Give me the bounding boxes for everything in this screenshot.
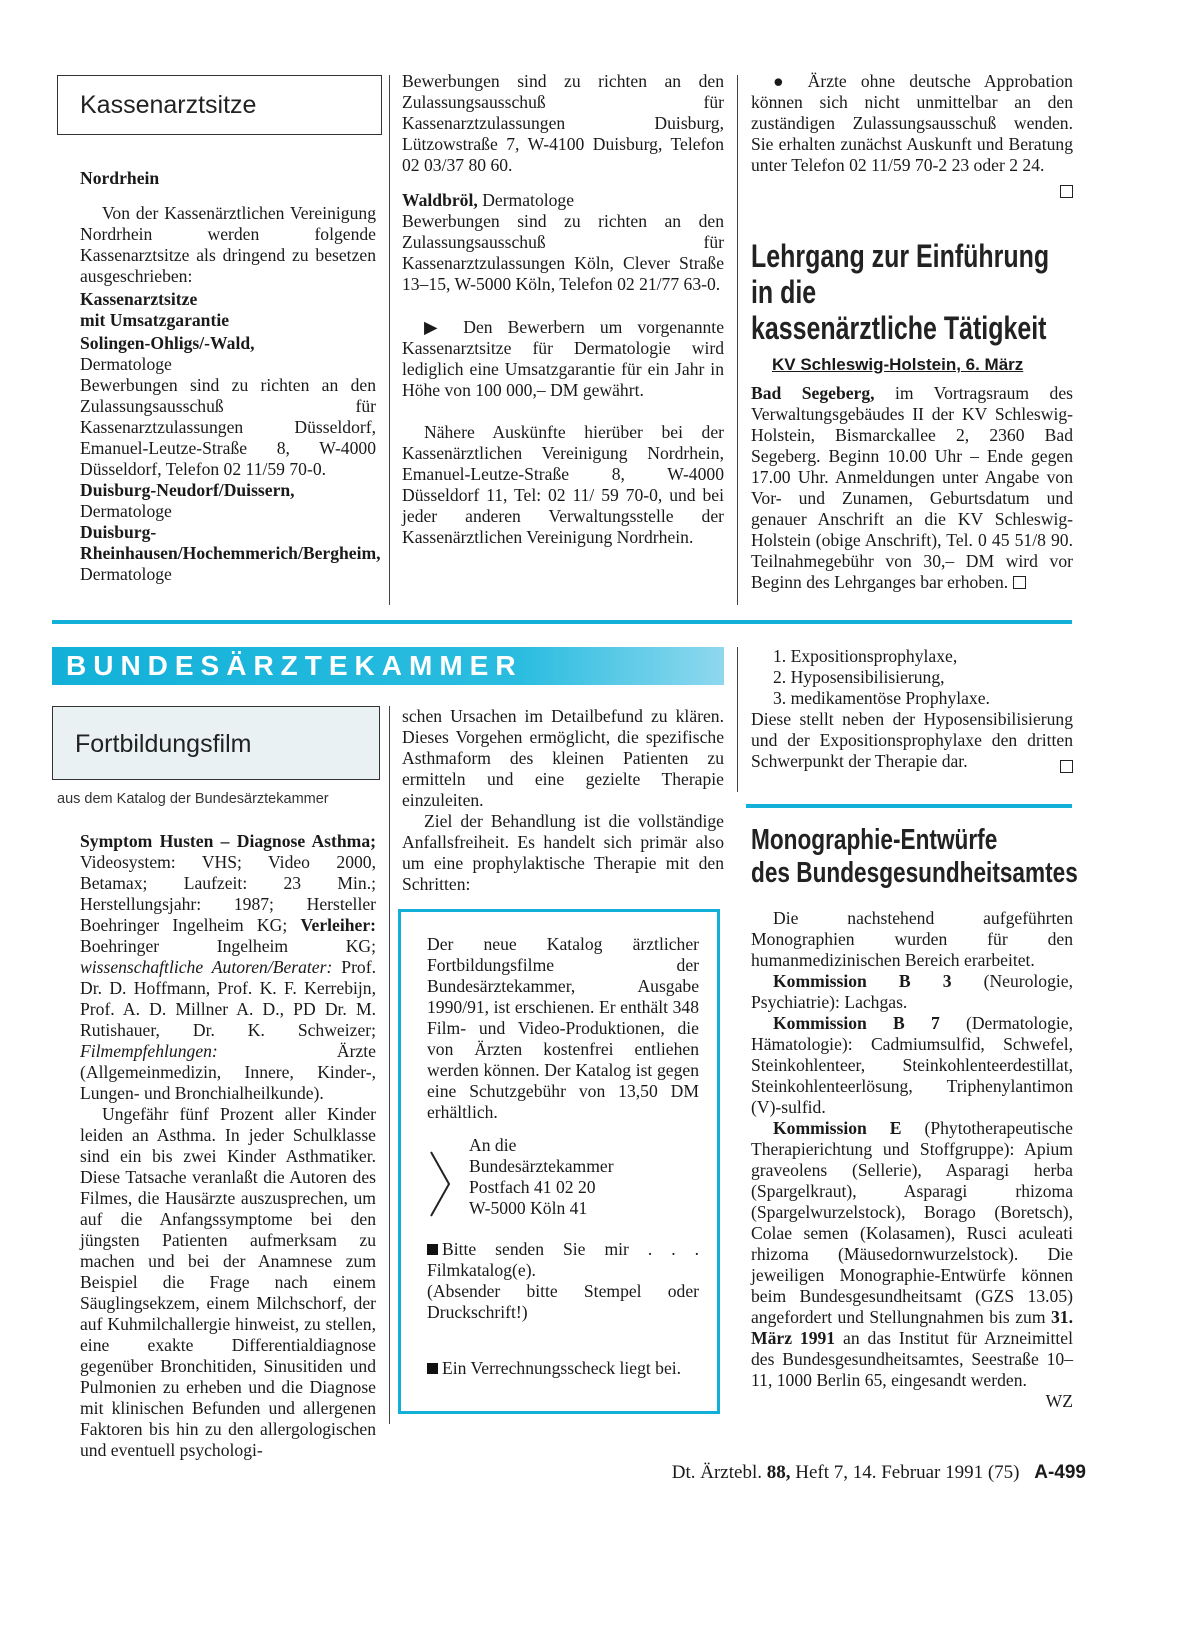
film-column-2 <box>402 706 724 895</box>
end-mark-icon <box>1060 185 1073 198</box>
film-paragraph-3: schen Ursachen im Detailbefund zu klären. Dieses Vorgehen ermöglicht, die spezifische Asthmaform des kleinen Patienten zu ermitteln und eine gezielte Therapie einzuleiten. <box>402 706 724 810</box>
address-line-2: Bundesärztekammer <box>469 1156 614 1176</box>
fortbildungsfilm-title: Fortbildungsfilm <box>75 730 252 758</box>
subheading-1: Kassenarztsitze <box>80 289 198 309</box>
entry-1-place: Solingen-Ohligs/-Wald, <box>80 333 255 353</box>
mono-title <box>751 824 1078 890</box>
entry-1-specialty: Dermatologe <box>80 354 172 374</box>
commission-e-end: an das Institut für Arzneimittel des Bundesgesundheitsamtes, Seestraße 10–11, 1000 Berlin 65, eingesandt werden. <box>751 1328 1073 1390</box>
film-details-c: Prof. Dr. D. Hoffmann, Prof. K. F. Kerrebijn, Prof. A. D. Millner A. D., PD Dr. M. Rutishauer, Dr. K. Schweizer; <box>80 957 376 1040</box>
lehrgang-text: im Vortragsraum des Verwaltungsgebäudes II der KV Schleswig-Holstein, Bismarckallee 2, 2360 Bad Segeberg. Beginn 10.00 Uhr – Ende gegen 17.00 Uhr. Anmeldungen unter Angabe von Vor- und Zunamen, Geburtsdatum und genauer Anschrift an die KV Schleswig-Holstein (obige Anschrift), Tel. 0 45 51/8 90. Teilnahmegebühr von 30,– DM wird vor Beginn des Lehrganges bar erhoben. <box>751 383 1073 592</box>
film-advisors-label: wissenschaftliche Autoren/Berater: <box>80 957 333 977</box>
kassen-intro: Von der Kassenärztlichen Vereinigung Nordrhein werden folgende Kassenarztsitze als dringend zu besetzen ausgeschrieben: <box>80 203 376 286</box>
bundesaerztekammer-banner <box>52 647 724 685</box>
entry-4-text: Bewerbungen sind zu richten an den Zulassungsausschuß für Kassenarztzulassungen Köln, Clever Straße 13–15, W-5000 Köln, Telefon 02 21/77 63-0. <box>402 211 724 294</box>
entry-1-text: Bewerbungen sind zu richten an den Zulassungsausschuß für Kassenarztzulassungen Düsseldorf, Emanuel-Leutze-Straße 8, W-4000 Düsseldorf, Telefon 02 11/59 70-0. <box>80 375 376 479</box>
film-paragraph-4: Ziel der Behandlung ist die vollständige Anfallsfreiheit. Es handelt sich primär also um eine prophylaktische Therapie mit den Schritten: <box>402 811 724 894</box>
checkbox-icon <box>427 1363 438 1374</box>
film-source: aus dem Katalog der Bundesärztekammer <box>57 791 329 807</box>
lehrgang-title-line-3: kassenärztliche Tätigkeit <box>751 310 1047 346</box>
entry-2-specialty: Dermatologe <box>80 501 172 521</box>
lehrgang-subtitle: KV Schleswig-Holstein, 6. März <box>772 355 1024 374</box>
end-mark-icon <box>1013 576 1026 589</box>
film-column-1 <box>80 831 376 1461</box>
bullet-icon: ● <box>773 71 794 91</box>
catalog-address <box>469 1135 709 1219</box>
end-mark-icon <box>1060 760 1073 773</box>
mono-intro: Die nachstehend aufgeführten Monographien wurden für den humanmedizinischen Bereich erarbeitet. <box>751 908 1073 970</box>
fortbildungsfilm-title-box <box>52 706 380 780</box>
checkbox-icon <box>427 1244 438 1255</box>
journal-volume: 88, <box>766 1462 791 1483</box>
entry-3-specialty: Dermatologe <box>80 564 172 584</box>
guarantee-text: Den Bewerbern um vorgenannte Kassenarztsitze für Dermatologie wird lediglich eine Umsatzgarantie für ein Jahr in Höhe von 100 000,– DM gewährt. <box>402 317 725 400</box>
order-text: Bitte senden Sie mir . . . Filmkatalog(e). <box>427 1239 699 1280</box>
mono-column <box>751 908 1073 1412</box>
column-divider <box>389 706 390 1424</box>
cheque-text: Ein Verrechnungsscheck liegt bei. <box>442 1358 682 1378</box>
column-divider <box>389 75 390 605</box>
therapy-step-2: 2. Hyposensibilisierung, <box>773 667 945 687</box>
mono-title-line-2: des Bundesgesundheitsamtes <box>751 857 1078 889</box>
commission-b7-text: (Dermatologie, Hämatologie): Cadmiumsulfid, Schwefel, Steinkohlenteer, Steinkohlenteerdestillat, Steinkohlenteerlösung, Triphenylantimon (V)-sulfid. <box>751 1013 1073 1117</box>
therapy-step-3: 3. medikamentöse Prophylaxe. <box>773 688 990 708</box>
entry-2-place: Duisburg-Neudorf/Duissern, <box>80 480 295 500</box>
catalog-order <box>427 1239 699 1379</box>
lehrgang-title-line-1: Lehrgang zur Einführung <box>751 238 1050 274</box>
address-line-3: Postfach 41 02 20 <box>469 1177 596 1197</box>
lehrgang-title <box>751 238 1049 346</box>
kassen-column-2 <box>402 71 724 548</box>
film-paragraph-5: Diese stellt neben der Hyposensibilisierung und der Expositionsprophylaxe den dritten Schwerpunkt der Therapie dar. <box>751 709 1073 771</box>
commission-b3-label: Kommission B 3 <box>773 971 952 991</box>
address-line-4: W-5000 Köln 41 <box>469 1198 588 1218</box>
catalog-text: Der neue Katalog ärztlicher Fortbildungsfilme der Bundesärztekammer, Ausgabe 1990/91, ist erschienen. Er enthält 348 Film- und Video-Produktionen, die von Ärzten kostenfrei entliehen werden können. Der Katalog ist gegen eine Schutzgebühr von 13,50 DM erhältlich. <box>427 934 699 1122</box>
kassenarztsitze-title-box <box>57 75 382 135</box>
section-divider <box>52 620 1072 624</box>
page-footer <box>672 1462 1086 1484</box>
film-details-d: Ärzte (Allgemeinmedizin, Innere, Kinder-, Lungen- und Bronchialheilkunde). <box>80 1041 376 1103</box>
kassenarztsitze-title: Kassenarztsitze <box>80 91 257 119</box>
catalog-box <box>398 909 720 1414</box>
film-title-bold: Symptom Husten – Diagnose Asthma; <box>80 831 376 851</box>
sender-note: (Absender bitte Stempel oder Druckschrift!) <box>427 1281 699 1322</box>
address-chevron-icon <box>429 1150 451 1223</box>
journal-issue: Heft 7, 14. Februar 1991 (75) <box>795 1462 1020 1483</box>
film-details-b: Boehringer Ingelheim KG; <box>80 936 376 956</box>
author-signature: WZ <box>1045 1391 1073 1411</box>
info-text: Nähere Auskünfte hierüber bei der Kassenärztlichen Vereinigung Nordrhein, Emanuel-Leutze-Straße 8, W-4000 Düsseldorf 11, Tel: 02 11/ 59 70-0, und bei jeder anderen Verwaltungsstelle der Kassenärztlichen Vereinigung Nordrhein. <box>402 422 724 547</box>
lehrgang-place: Bad Segeberg, <box>751 383 875 403</box>
subheading-2: mit Umsatzgarantie <box>80 310 230 330</box>
page-number: A-499 <box>1034 1462 1086 1483</box>
commission-e-text: (Phytotherapeutische Therapierichtung und Stoffgruppe): Apium graveolens (Sellerie), Asparagi herba (Spargelkraut), Asparagi rhizoma (Spargelwurzelstock), Borago (Boretsch), Colae semen (Kolasamen), Rusci aculeati rhizoma (Mäusedornwurzelstock). Die jeweiligen Monographie-Entwürfe können beim Bundesgesundheitsamt (GZS 13.05) angefordert und Stellungnahmen bis zum <box>751 1118 1073 1327</box>
film-column-3 <box>751 646 1073 777</box>
therapy-step-1: 1. Expositionsprophylaxe, <box>773 646 958 666</box>
commission-b3-text: (Neurologie, Psychiatrie): Lachgas. <box>751 971 1073 1012</box>
kassen-column-3 <box>751 71 1073 202</box>
address-line-1: An die <box>469 1135 517 1155</box>
entry-4-place: Waldbröl, <box>402 190 478 210</box>
column-divider <box>737 75 738 605</box>
mono-divider <box>746 804 1072 808</box>
commission-e-label: Kommission E <box>773 1118 902 1138</box>
lehrgang-body <box>751 383 1073 593</box>
duisburg-application-text: Bewerbungen sind zu richten an den Zulassungsausschuß für Kassenarztzulassungen Duisburg, Lützowstraße 7, W-4100 Duisburg, Telefon 02 03/37 80 60. <box>402 71 724 175</box>
approbation-text: Ärzte ohne deutsche Approbation können sich nicht unmittelbar an den zuständigen Zulassungsausschuß wenden. Sie erhalten zunächst Auskunft und Beratung unter Telefon 02 11/59 70-2 23 oder 2 24. <box>751 71 1073 175</box>
film-details-a: Videosystem: VHS; Video 2000, Betamax; Laufzeit: 23 Min.; Herstellungsjahr: 1987; Hersteller Boehringer Ingelheim KG; <box>80 852 376 935</box>
lehrgang-title-line-2: in die <box>751 274 817 310</box>
film-recommendation-label: Filmempfehlungen: <box>80 1041 218 1061</box>
commission-b7-label: Kommission B 7 <box>773 1013 940 1033</box>
column-divider <box>737 647 738 792</box>
banner-text: BUNDESÄRZTEKAMMER <box>66 650 523 681</box>
kassen-column-1 <box>80 168 381 585</box>
entry-3-place: Duisburg-Rheinhausen/Hochemmerich/Bergheim, <box>80 522 381 563</box>
deadline-date: 31. März 1991 <box>751 1307 1073 1348</box>
entry-4-specialty: Dermatologe <box>482 190 575 210</box>
journal-name: Dt. Ärztebl. <box>671 1462 762 1483</box>
mono-title-line-1: Monographie-Entwürfe <box>751 824 998 856</box>
arrow-icon: ▶ <box>424 317 449 337</box>
region-heading: Nordrhein <box>80 168 160 188</box>
film-lender-label: Verleiher: <box>300 915 376 935</box>
film-paragraph-2: Ungefähr fünf Prozent aller Kinder leiden an Asthma. In jeder Schulklasse sind ein bis zwei Kinder Asthmatiker. Diese Tatsache veranlaßt die Autoren des Filmes, die Hausärzte auszusprechen, um auf die Anfangssymptome bei den jüngsten Patienten aufmerksam zu machen und bei der Anamnese zum Beispiel die Frage nach einem Säuglingsekzem, einem Milchschorf, der auf Kuhmilchallergie hinweist, zu stellen, eine exakte Differentialdiagnose gegenüber Bronchitiden, Sinusitiden und Pulmonien zu erheben und die Diagnose mit klinischen Befunden und allergenen Faktoren bis hin zu den allergologischen und eventuell psychologi- <box>80 1104 376 1460</box>
